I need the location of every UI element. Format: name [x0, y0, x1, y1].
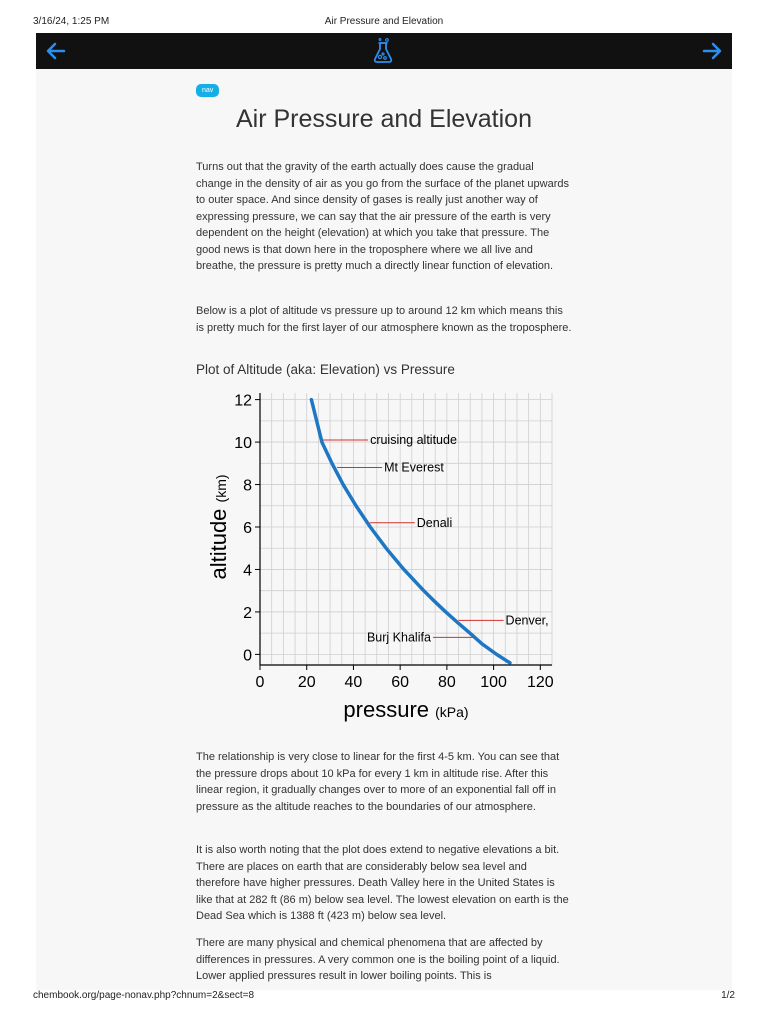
altitude-pressure-chart	[196, 389, 572, 729]
y-tick-label: 6	[243, 520, 252, 537]
paragraph-linear: The relationship is very close to linear for the first 4-5 km. You can see that the pressure drops about 10 kPa for every 1 km in altitude rise. After this linear region, it gradually changes over to more of an exponential fall off in pressure as the altitude reaches to the boundaries of our atmosphere.	[196, 751, 560, 813]
nav-bar	[36, 33, 732, 69]
page-title: Air Pressure and Elevation	[236, 105, 532, 133]
print-page-number: 1/2	[721, 990, 735, 1001]
paragraph-boiling: There are many physical and chemical phenomena that are affected by differences in pressures. A very common one is the boiling point of a liquid. Lower applied pressures result in lower boiling points. This is	[196, 937, 560, 982]
x-tick-label: 20	[297, 674, 316, 691]
arrow-left-icon[interactable]	[44, 39, 68, 63]
y-tick-label: 10	[234, 435, 252, 453]
annotation-label: Denali	[416, 515, 453, 530]
nav-badge[interactable]: nav	[196, 84, 219, 97]
y-tick-label: 12	[234, 392, 252, 410]
print-footer	[33, 990, 735, 1004]
paragraph-intro: Turns out that the gravity of the earth actually does cause the gradual change in the density of air as you go from the surface of the planet upwards to outer space. And since density of gases is really just another way of expressing pressure, we can say that the air pressure of the earth is very dependent on the height (elevation) at which you take that pressure. The good news is that down here in the troposphere where we all live and breathe, the pressure is pretty much a directly linear function of elevation.	[196, 161, 570, 272]
x-tick-label: 40	[344, 674, 363, 691]
y-axis-label: altitude (km)	[206, 474, 231, 580]
annotation-label: cruising altitude	[370, 432, 457, 447]
print-date: 3/16/24, 1:25 PM	[33, 16, 110, 27]
page-content	[36, 69, 732, 990]
x-axis-label: pressure (kPa)	[343, 697, 469, 722]
x-tick-label: 100	[480, 674, 507, 691]
x-tick-label: 120	[526, 674, 554, 691]
x-tick-label: 0	[255, 674, 265, 691]
y-tick-label: 2	[243, 604, 252, 622]
y-tick-label: 0	[243, 647, 252, 665]
annotation-label: Denver,	[505, 613, 549, 628]
print-title: Air Pressure and Elevation	[324, 16, 444, 27]
flask-icon[interactable]	[369, 37, 397, 65]
arrow-right-icon[interactable]	[700, 39, 724, 63]
y-tick-label: 4	[243, 562, 252, 580]
annotation-label: Burj Khalifa	[366, 630, 431, 645]
section-heading: Plot of Altitude (aka: Elevation) vs Pressure	[196, 362, 455, 377]
x-tick-label: 80	[437, 674, 456, 691]
x-tick-label: 60	[391, 674, 410, 691]
paragraph-negative-elevation: It is also worth noting that the plot does extend to negative elevations a bit. There are places on earth that are considerably below sea level and therefore have higher pressures. Death Valley here in the United States is like that at 282 ft (86 m) below sea level. The lowest elevation on earth is the Dead Sea which is 1388 ft (423 m) below sea level.	[196, 844, 569, 922]
y-tick-label: 8	[243, 477, 252, 495]
annotation-label: Mt Everest	[384, 460, 444, 475]
paragraph-plot-intro: Below is a plot of altitude vs pressure up to around 12 km which means this is pretty much for the first layer of our atmosphere known as the troposphere.	[196, 305, 572, 334]
print-url: chembook.org/page-nonav.php?chnum=2&sect=8	[33, 990, 255, 1001]
print-header	[33, 16, 735, 30]
